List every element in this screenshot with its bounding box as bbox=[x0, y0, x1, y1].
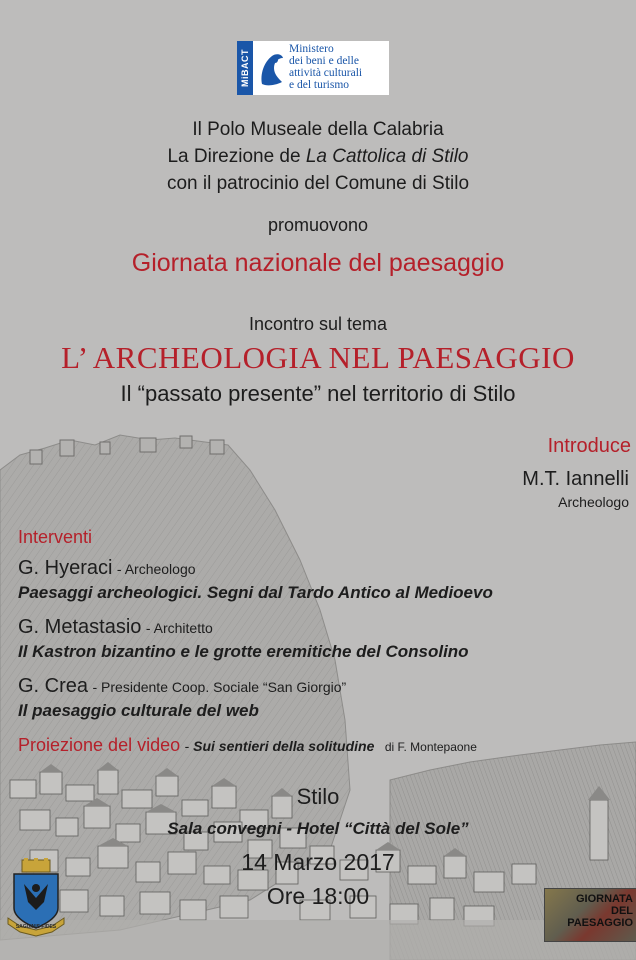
event-name: Giornata nazionale del paesaggio bbox=[131, 249, 505, 277]
talk-title: Paesaggi archeologici. Segni dal Tardo Antico al Medioevo bbox=[18, 583, 493, 602]
intervention-speaker: G. Metastasio - Architetto bbox=[18, 616, 213, 638]
badge-line: DEL bbox=[611, 905, 633, 917]
organizer-line-2 bbox=[0, 143, 636, 170]
ministry-name bbox=[289, 41, 362, 95]
ministry-emblem-icon bbox=[253, 41, 289, 95]
ministry-line: Ministero bbox=[289, 43, 334, 55]
intervention-speaker: G. Crea - Presidente Coop. Sociale “San Giorgio” bbox=[18, 675, 347, 697]
organizer-line-2-italic: La Cattolica di Stilo bbox=[305, 146, 469, 167]
crest-motto: SAGUINIS FIDES bbox=[15, 924, 57, 930]
meeting-intro: Incontro sul tema bbox=[248, 314, 388, 334]
speaker-name: G. Metastasio bbox=[18, 616, 142, 638]
organizer-line-1: Il Polo Museale della Calabria bbox=[192, 119, 444, 140]
speaker-role: Architetto bbox=[153, 620, 213, 636]
speaker-role: Archeologo bbox=[124, 561, 196, 577]
badge-line: PAESAGGIO bbox=[567, 917, 633, 929]
badge-text bbox=[567, 893, 633, 929]
venue-place: Sala convegni - Hotel “Città del Sole” bbox=[167, 819, 469, 838]
talk-title: Il paesaggio culturale del web bbox=[18, 701, 259, 720]
badge-line: GIORNATA bbox=[575, 893, 633, 905]
talk-title: Il Kastron bizantino e le grotte eremitiche del Consolino bbox=[18, 642, 469, 661]
town-crest-icon bbox=[4, 858, 68, 942]
paesaggio-badge bbox=[544, 888, 636, 942]
speaker-name: G. Crea bbox=[18, 675, 89, 697]
organizer-line-3: con il patrocinio del Comune di Stilo bbox=[166, 173, 470, 194]
introduce-role: Archeologo bbox=[558, 494, 629, 510]
promote-text: promuovono bbox=[267, 215, 369, 235]
venue-city: Stilo bbox=[296, 784, 340, 809]
ministry-acronym: MiBACT bbox=[240, 49, 250, 87]
speaker-role: Presidente Coop. Sociale “San Giorgio” bbox=[101, 679, 347, 695]
introduce-name: M.T. Iannelli bbox=[522, 468, 629, 490]
speaker-name: G. Hyeraci bbox=[18, 557, 113, 579]
ministry-line: e del turismo bbox=[289, 79, 350, 91]
interventions-label: Interventi bbox=[18, 527, 93, 547]
video-label: Proiezione del video bbox=[18, 735, 181, 755]
video-title: Sui sentieri della solitudine bbox=[193, 738, 375, 754]
intervention-speaker: G. Hyeraci - Archeologo bbox=[18, 557, 196, 579]
ministry-line: dei beni e delle bbox=[289, 55, 359, 67]
ministry-logo bbox=[237, 41, 389, 95]
ministry-acronym-bar bbox=[237, 41, 253, 95]
subtitle: Il “passato presente” nel territorio di Stilo bbox=[120, 381, 516, 406]
video-line: Proiezione del video - Sui sentieri della solitudine di F. Montepaone bbox=[18, 735, 477, 755]
organizer-line-2-prefix: La Direzione de bbox=[167, 146, 306, 167]
introduce-label: Introduce bbox=[547, 435, 631, 457]
event-time: Ore 18:00 bbox=[266, 883, 370, 909]
event-date: 14 Marzo 2017 bbox=[241, 849, 395, 875]
ministry-line: attività culturali bbox=[289, 67, 363, 79]
main-title: L’ ARCHEOLOGIA NEL PAESAGGIO bbox=[61, 340, 575, 375]
video-author: di F. Montepaone bbox=[384, 740, 477, 754]
